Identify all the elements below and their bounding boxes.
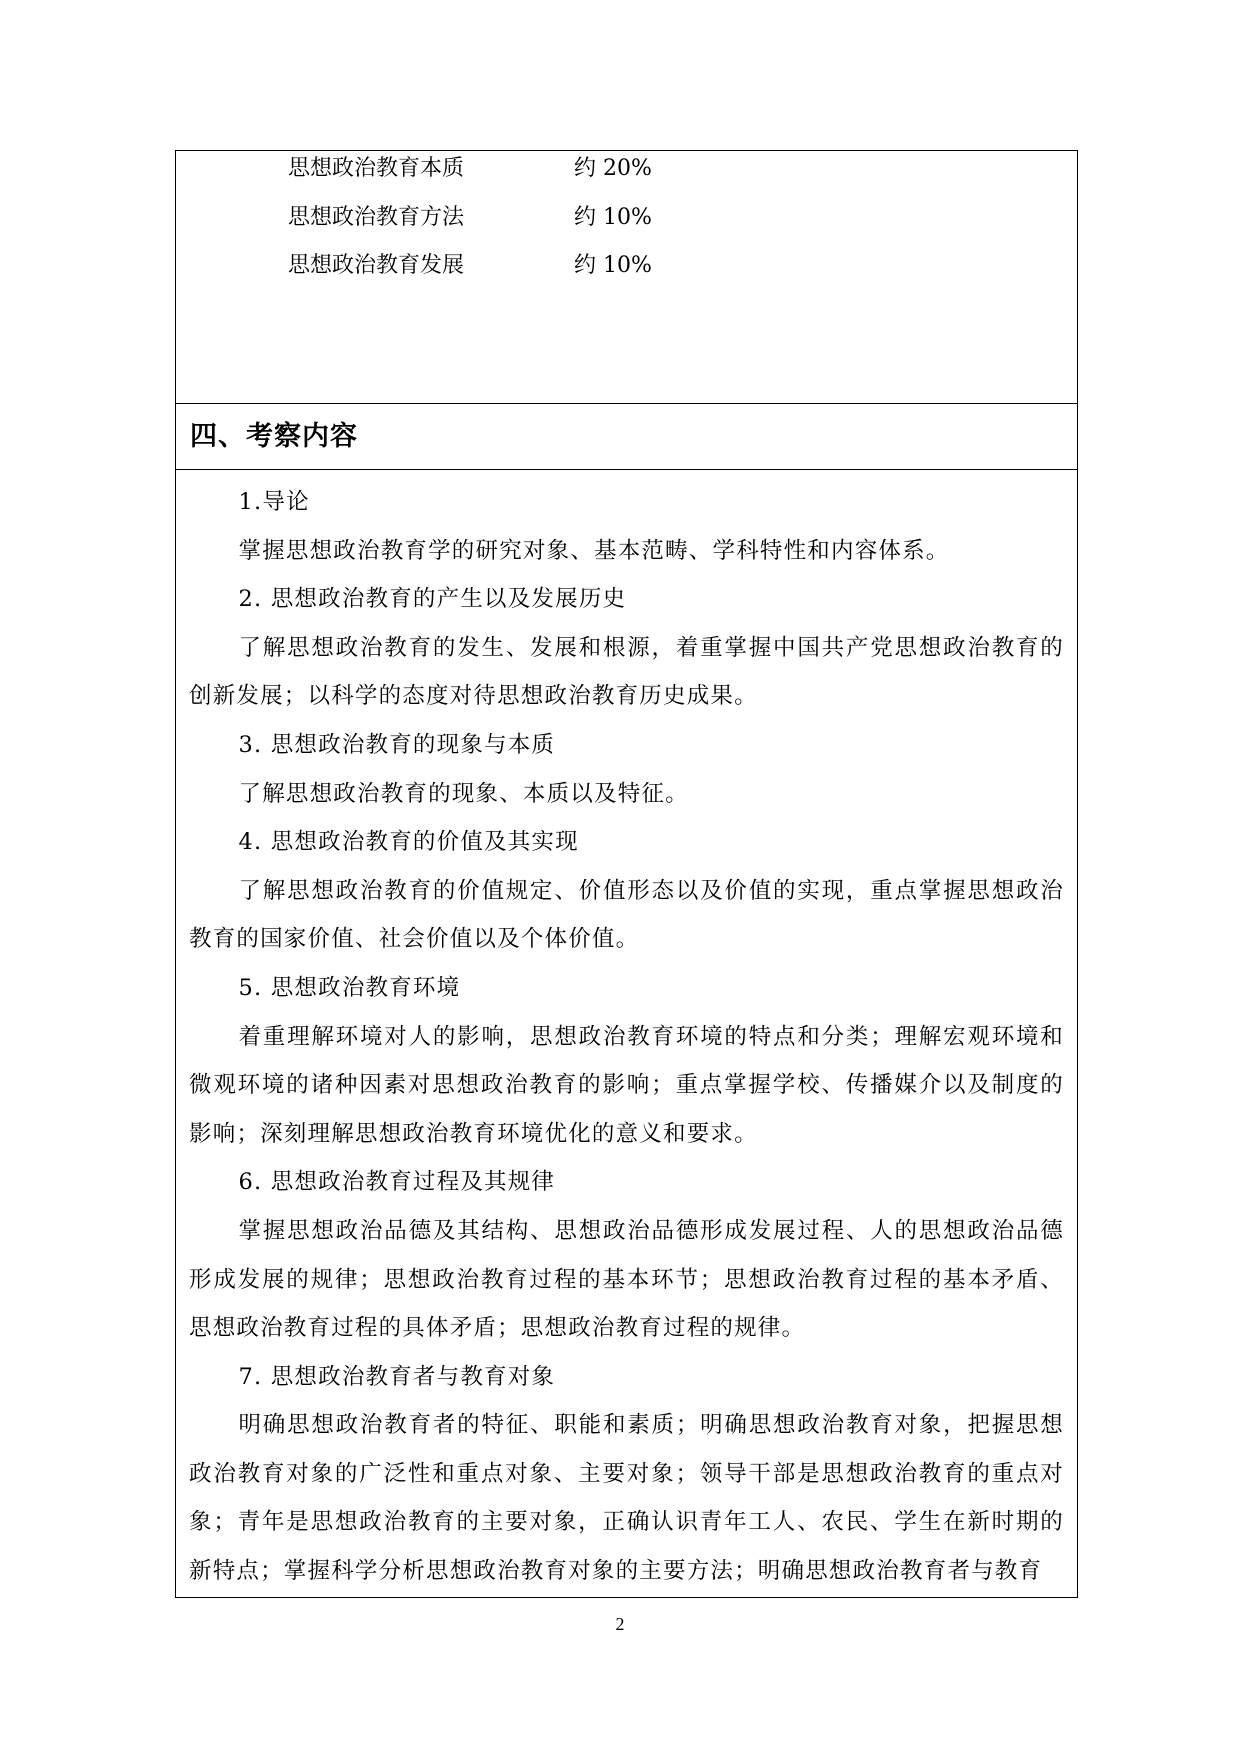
weight-row bbox=[288, 154, 652, 184]
weight-row bbox=[288, 203, 652, 233]
page-number: 2 bbox=[615, 1614, 625, 1634]
content-heading: 7. 思想政治教育者与教育对象 bbox=[238, 1363, 556, 1390]
content-paragraph: 明确思想政治教育者的特征、职能和素质；明确思想政治教育对象，把握思想政治教育对象的广泛性和重点对象、主要对象；领导干部是思想政治教育的重点对象；青年是思想政治教育的主要对象，正确认识青年工人、农民、学生在新时期的新特点；掌握科学分析思想政治教育对象的主要方法；明确思想政治教育者与教育 bbox=[189, 1412, 1064, 1585]
weights-cell bbox=[176, 151, 1077, 404]
weight-row bbox=[288, 251, 652, 281]
content-paragraph: 掌握思想政治教育学的研究对象、基本范畴、学科特性和内容体系。 bbox=[238, 537, 950, 564]
content-heading: 1.导论 bbox=[238, 489, 310, 515]
content-cell bbox=[176, 470, 1077, 1597]
content-paragraph: 了解思想政治教育的现象、本质以及特征。 bbox=[238, 780, 689, 807]
content-body bbox=[189, 478, 1064, 1596]
content-paragraph: 了解思想政治教育的发生、发展和根源，着重掌握中国共产党思想政治教育的创新发展；以科学的态度对待思想政治教育历史成果。 bbox=[189, 634, 1064, 710]
content-paragraph: 掌握思想政治品德及其结构、思想政治品德形成发展过程、人的思想政治品德形成发展的规律；思想政治教育过程的基本环节；思想政治教育过程的基本矛盾、思想政治教育过程的具体矛盾；思想政治教育过程的规律。 bbox=[189, 1217, 1064, 1342]
content-heading: 2. 思想政治教育的产生以及发展历史 bbox=[238, 586, 627, 613]
weight-name: 思想政治教育发展 bbox=[288, 253, 465, 278]
weight-value: 约 10% bbox=[574, 253, 652, 278]
content-heading: 3. 思想政治教育的现象与本质 bbox=[238, 731, 556, 758]
content-heading: 6. 思想政治教育过程及其规律 bbox=[238, 1169, 556, 1196]
content-paragraph: 着重理解环境对人的影响，思想政治教育环境的特点和分类；理解宏观环境和微观环境的诸种因素对思想政治教育的影响；重点掌握学校、传播媒介以及制度的影响；深刻理解思想政治教育环境优化的意义和要求。 bbox=[189, 1023, 1064, 1147]
section-header-cell bbox=[176, 404, 1077, 470]
content-paragraph: 了解思想政治教育的价值规定、价值形态以及价值的实现，重点掌握思想政治教育的国家价值、社会价值以及个体价值。 bbox=[189, 877, 1064, 953]
weight-value: 约 10% bbox=[574, 205, 652, 230]
weight-name: 思想政治教育本质 bbox=[288, 156, 465, 181]
weight-name: 思想政治教育方法 bbox=[288, 205, 465, 230]
weight-value: 约 20% bbox=[574, 156, 652, 181]
content-heading: 4. 思想政治教育的价值及其实现 bbox=[238, 829, 579, 856]
syllabus-table bbox=[175, 150, 1078, 1598]
content-heading: 5. 思想政治教育环境 bbox=[238, 974, 461, 1001]
section-title: 四、考察内容 bbox=[190, 421, 358, 452]
